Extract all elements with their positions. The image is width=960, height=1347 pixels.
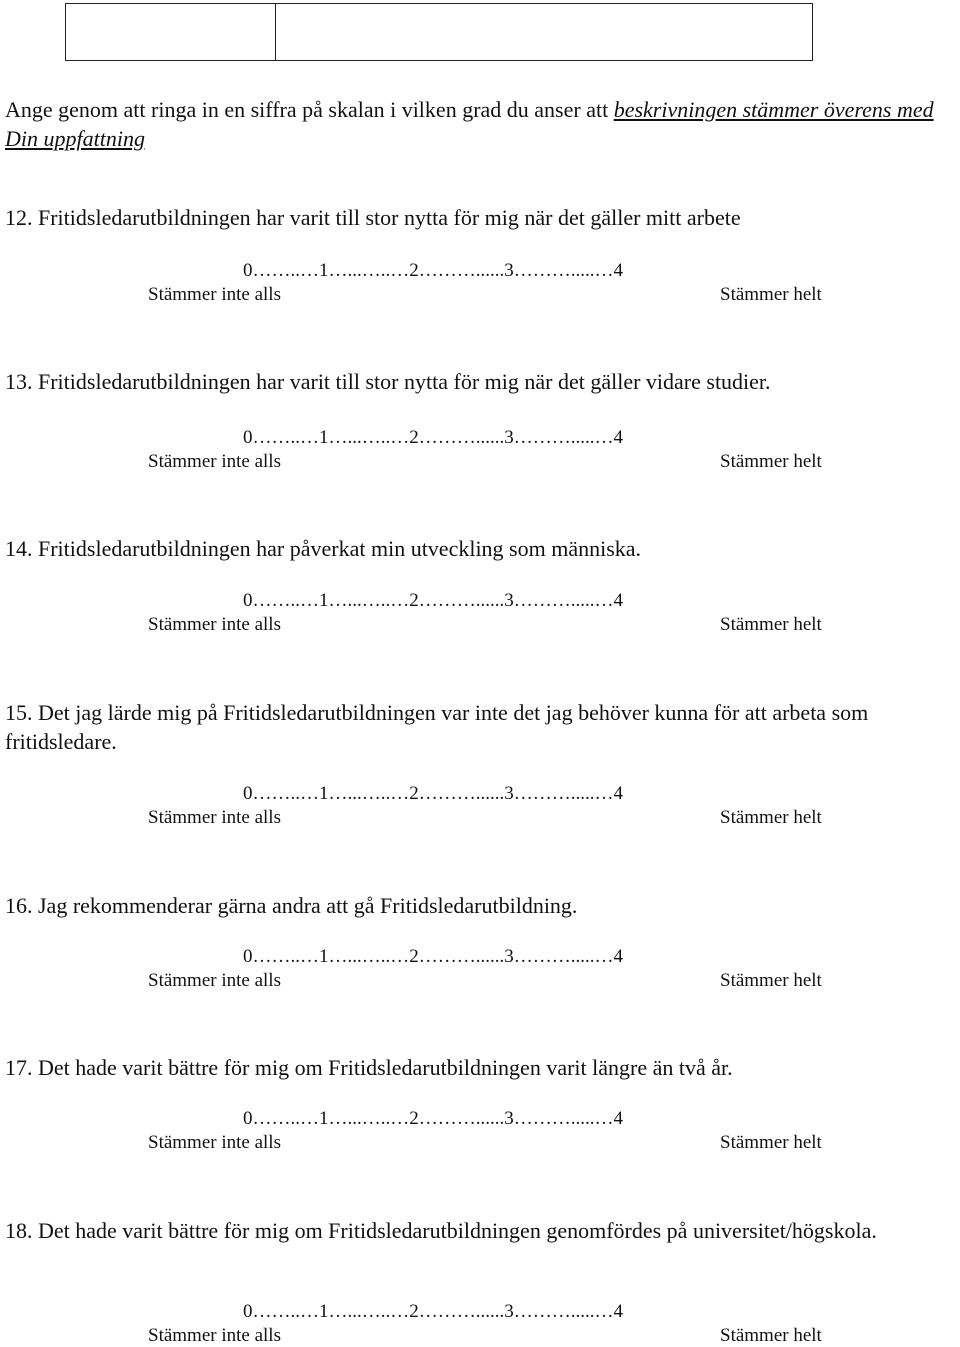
question-18-text: 18. Det hade varit bättre för mig om Fritidsledarutbildningen genomfördes på universitet/högskola. — [5, 1218, 877, 1243]
question-13-text: 13. Fritidsledarutbildningen har varit till stor nytta för mig när det gäller vidare studier. — [5, 369, 771, 394]
question-15-anchor-low: Stämmer inte alls — [148, 807, 281, 828]
question-13-anchor-high: Stämmer helt — [720, 451, 822, 472]
question-17-anchor-high: Stämmer helt — [720, 1132, 822, 1153]
question-13-anchor-low: Stämmer inte alls — [148, 451, 281, 472]
question-17-text: 17. Det hade varit bättre för mig om Fritidsledarutbildningen varit längre än två år. — [5, 1055, 733, 1080]
question-18-scale[interactable]: 0……..…1…...…..…2………......3……….....…4 — [243, 1301, 623, 1322]
instructions-lead: Ange genom att ringa in en siffra på skalan i vilken grad du anser att — [5, 97, 614, 122]
instructions-emphasis: beskrivningen stämmer överens med Din uppfattning — [5, 97, 934, 151]
question-16-anchor-low: Stämmer inte alls — [148, 970, 281, 991]
question-15-text: 15. Det jag lärde mig på Fritidsledarutbildningen var inte det jag behöver kunna för att arbeta som fritidsledare. — [5, 700, 869, 754]
question-15-anchor-high: Stämmer helt — [720, 807, 822, 828]
question-16-text: 16. Jag rekommenderar gärna andra att gå Fritidsledarutbildning. — [5, 893, 578, 918]
question-16-scale[interactable]: 0……..…1…...…..…2………......3……….....…4 — [243, 946, 623, 967]
header-cell-left — [66, 4, 276, 60]
question-12-anchor-low: Stämmer inte alls — [148, 284, 281, 305]
question-15-scale[interactable]: 0……..…1…...…..…2………......3……….....…4 — [243, 783, 623, 804]
question-16-anchor-high: Stämmer helt — [720, 970, 822, 991]
question-12-text: 12. Fritidsledarutbildningen har varit till stor nytta för mig när det gäller mitt arbete — [5, 205, 741, 230]
header-table — [65, 3, 813, 61]
question-14-scale[interactable]: 0……..…1…...…..…2………......3……….....…4 — [243, 590, 623, 611]
question-17-anchor-low: Stämmer inte alls — [148, 1132, 281, 1153]
question-14-text: 14. Fritidsledarutbildningen har påverkat min utveckling som människa. — [5, 536, 642, 561]
question-18-anchor-high: Stämmer helt — [720, 1325, 822, 1346]
question-12-anchor-high: Stämmer helt — [720, 284, 822, 305]
instructions — [5, 95, 955, 153]
question-12-scale[interactable]: 0……..…1…...…..…2………......3……….....…4 — [243, 260, 623, 281]
question-17-scale[interactable]: 0……..…1…...…..…2………......3……….....…4 — [243, 1108, 623, 1129]
header-cell-right — [276, 4, 812, 60]
question-13-scale[interactable]: 0……..…1…...…..…2………......3……….....…4 — [243, 427, 623, 448]
question-14-anchor-low: Stämmer inte alls — [148, 614, 281, 635]
question-14-anchor-high: Stämmer helt — [720, 614, 822, 635]
question-18-anchor-low: Stämmer inte alls — [148, 1325, 281, 1346]
